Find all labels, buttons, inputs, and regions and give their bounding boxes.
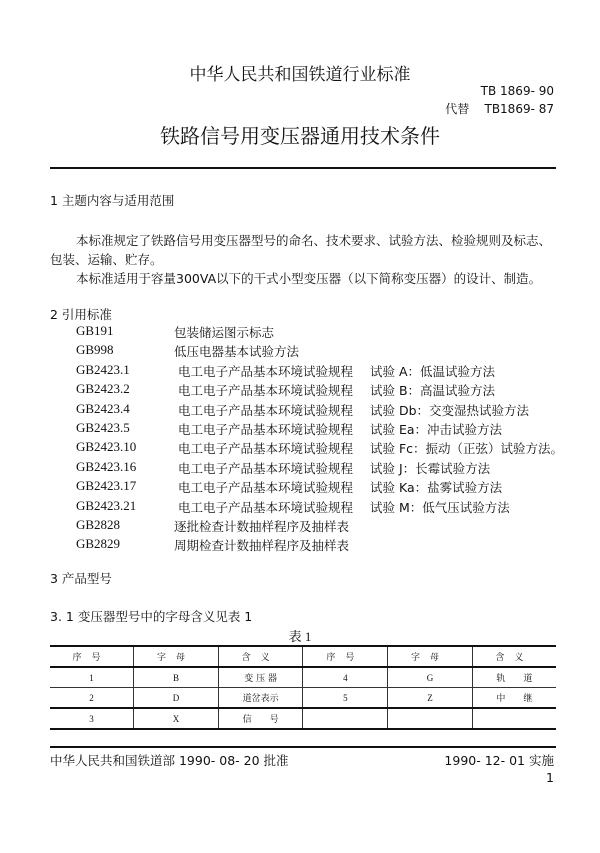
reference-item (76, 536, 576, 555)
table-cell (303, 708, 388, 729)
reference-name: 低压电器基本试验方法 (174, 344, 300, 360)
reference-name: 电工电子产品基本环境试验规程 (178, 480, 354, 496)
effective-date: 1990- 12- 01 实施 (444, 753, 554, 768)
reference-name: 电工电子产品基本环境试验规程 (178, 499, 354, 515)
reference-code: GB2423.21 (76, 497, 137, 513)
header-cell: 序号 (50, 646, 134, 667)
table-caption: 表 1 (288, 629, 312, 644)
reference-test: 试验 Ka：盐雾试验方法 (370, 480, 503, 496)
footer-rule (50, 746, 556, 748)
reference-name: 逐批检查计数抽样程序及抽样表 (174, 519, 350, 534)
reference-test: 试验 B：高温试验方法 (370, 383, 496, 399)
replaces-line (445, 100, 554, 117)
table-cell: 4 (303, 667, 388, 688)
reference-code: GB2423.17 (76, 478, 137, 494)
reference-name: 周期检查计数抽样程序及抽样表 (174, 538, 350, 554)
table-cell: 1 (50, 667, 134, 688)
reference-test: 试验 M：低气压试验方法 (370, 499, 510, 515)
reference-code: GB998 (76, 342, 114, 358)
reference-code: GB2423.2 (76, 381, 130, 397)
table-cell: X (134, 708, 219, 729)
replaces-label: 代替 (445, 102, 470, 116)
table-cell: Z (388, 688, 473, 709)
header-rule (50, 167, 556, 169)
reference-test: 试验 Ea：冲击试验方法 (370, 422, 503, 437)
header-cell: 字母 (134, 646, 219, 667)
reference-item (76, 420, 576, 439)
table-cell (388, 708, 473, 729)
reference-item (76, 323, 576, 342)
reference-test: 试验 J：长霉试验方法 (370, 460, 491, 476)
table-cell: B (134, 667, 219, 688)
reference-item (76, 517, 576, 536)
reference-name: 电工电子产品基本环境试验规程 (178, 402, 354, 418)
section-3-heading: 3 产品型号 (50, 571, 112, 586)
header-cell: 含义 (472, 646, 556, 667)
section-3-1-text: 3. 1 变压器型号中的字母含义见表 1 (50, 609, 253, 624)
reference-item (76, 498, 576, 517)
table-row (50, 688, 556, 709)
section-1-para-2: 本标准适用于容量300VA以下的干式小型变压器（以下简称变压器）的设计、制造。 (76, 271, 542, 286)
table-cell: D (134, 688, 219, 709)
reference-name: 电工电子产品基本环境试验规程 (178, 441, 354, 457)
section-1-para-1-line-2: 包装、运输、贮存。 (50, 252, 163, 267)
table-header-row (50, 646, 556, 667)
table-cell (472, 708, 556, 729)
table-cell: 轨 道 (472, 667, 556, 688)
table-cell: 变 压 器 (218, 667, 303, 688)
reference-name: 电工电子产品基本环境试验规程 (178, 422, 354, 437)
standard-number: TB 1869- 90 (480, 84, 554, 98)
reference-code: GB2423.5 (76, 420, 130, 435)
reference-code: GB2423.10 (76, 439, 137, 455)
table-cell: G (388, 667, 473, 688)
reference-item (76, 381, 576, 400)
header-cell: 序号 (303, 646, 388, 667)
reference-code: GB191 (76, 323, 114, 338)
reference-name: 电工电子产品基本环境试验规程 (178, 460, 354, 476)
table-row (50, 708, 556, 729)
reference-item (76, 362, 576, 381)
table-cell: 3 (50, 708, 134, 729)
replaces-number: TB1869- 87 (484, 102, 554, 116)
letter-meaning-table (50, 645, 556, 730)
reference-item (76, 478, 576, 497)
table-cell: 5 (303, 688, 388, 709)
org-title: 中华人民共和国铁道行业标准 (189, 65, 411, 85)
table-cell: 中 继 (472, 688, 556, 709)
reference-item (76, 342, 576, 361)
header-cell: 含义 (218, 646, 303, 667)
approval-text: 中华人民共和国铁道部 1990- 08- 20 批准 (50, 753, 289, 768)
page-number: 1 (546, 770, 554, 785)
reference-item (76, 401, 576, 420)
reference-name: 包装储运图示标志 (174, 325, 275, 340)
reference-item (76, 459, 576, 478)
reference-code: GB2829 (76, 536, 121, 552)
reference-code: GB2423.1 (76, 361, 130, 377)
table-cell: 信 号 (218, 708, 303, 729)
section-1-heading: 1 主题内容与适用范围 (50, 193, 175, 208)
reference-name: 电工电子产品基本环境试验规程 (178, 383, 354, 399)
reference-code: GB2423.4 (76, 400, 130, 416)
reference-item (76, 439, 576, 458)
table-cell: 2 (50, 688, 134, 709)
reference-test: 试验 Fc：振动（正弦）试验方法。 (370, 441, 564, 457)
reference-test: 试验 A：低温试验方法 (370, 363, 496, 379)
table-row (50, 667, 556, 688)
reference-test: 试验 Db：交变湿热试验方法 (370, 402, 530, 418)
document-title: 铁路信号用变压器通用技术条件 (160, 124, 440, 148)
table-cell: 道岔表示 (218, 688, 303, 709)
header-cell: 字母 (388, 646, 473, 667)
section-2-heading: 2 引用标准 (50, 307, 112, 322)
reference-code: GB2423.16 (76, 458, 137, 474)
reference-code: GB2828 (76, 517, 121, 532)
reference-name: 电工电子产品基本环境试验规程 (178, 363, 354, 379)
section-1-para-1-line-1: 本标准规定了铁路信号用变压器型号的命名、技术要求、试验方法、检验规则及标志、 (76, 233, 552, 248)
